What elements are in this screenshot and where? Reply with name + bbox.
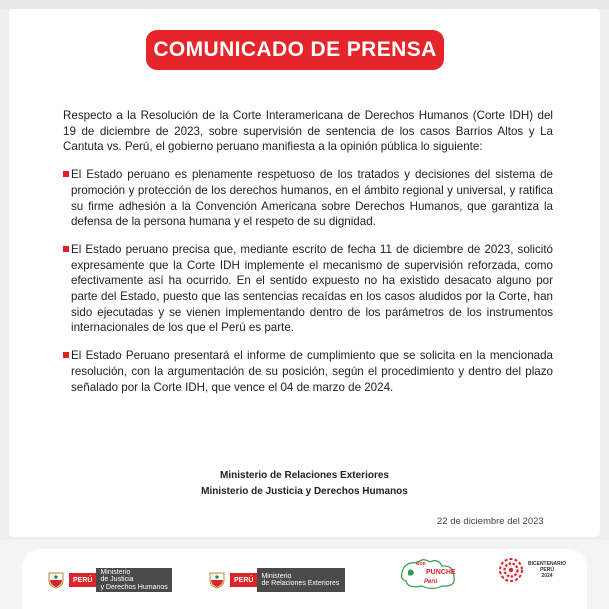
peru-badge: PERÚ <box>230 573 257 587</box>
bicentenario-text <box>528 561 566 579</box>
ministry-line: Ministerio <box>261 572 292 580</box>
bullet-text: El Estado peruano es plenamente respetuoso de los tratados y decisiones del sistema de promoción y protección de los derechos humanos, en el ámbito regional y universal, y ratifica su firme adhesión a la Convención Americana sobre Derechos Humanos, que garantiza la defensa de la persona humana y el respeto de su dignidad. <box>71 168 553 229</box>
ministry-line: de Justicia <box>100 576 134 584</box>
bicentenario-emblem-icon <box>497 556 525 584</box>
con-punche-peru-logo <box>398 553 460 593</box>
bicent-line: 2024 <box>541 573 553 579</box>
footer <box>0 540 609 609</box>
peru-badge: PERÚ <box>69 573 96 587</box>
press-release-body <box>63 108 553 407</box>
bullet-text: El Estado Peruano presentará el informe de cumplimiento que se solicita en la mencionada resolución, con la argumentación de su posición, según el procedimiento y dentro del plazo señalado por la Corte IDH, que vence el 04 de marzo de 2024. <box>71 349 553 394</box>
logo-word: PUNCHE <box>426 569 456 576</box>
signatories <box>0 468 609 500</box>
bullet-text: El Estado peruano precisa que, mediante escrito de fecha 11 de diciembre de 2023, solicitó expresamente que la Corte IDH implemente el mecanismo de supervisión reforzada, como efectivamente así ha ocurrido. En el sentido expuesto no ha existido desacato alguno por parte del Estado, puesto que las sentencias recaídas en los casos aludidos por la Corte, han sido ejecutadas y se vienen implementando dentro de los parámetros de los instrumentos internacionales de los que el Perú es parte. <box>71 242 553 335</box>
red-square-bullet-icon <box>63 171 69 177</box>
release-date: 22 de diciembre del 2023 <box>437 516 544 527</box>
ministry-line: de Relaciones Exteriores <box>261 580 340 587</box>
logo-word: Con <box>416 561 426 567</box>
red-square-bullet-icon <box>63 246 69 252</box>
ministry-line: Ministerio <box>100 568 131 576</box>
red-square-bullet-icon <box>63 352 69 358</box>
ministry-name-box <box>257 568 345 592</box>
intro-paragraph: Respecto a la Resolución de la Corte Interamericana de Derechos Humanos (Corte IDH) del 19 de diciembre de 2023, sobre supervisión de sentencia de los casos Barrios Altos y La Cantuta vs. Perú, el gobierno peruano manifiesta a la opinión pública lo siguiente: <box>63 109 553 154</box>
logo-rree <box>207 568 345 592</box>
bullet-item <box>63 242 553 336</box>
bullet-list <box>63 167 553 395</box>
bicent-line: PERÚ <box>540 567 554 573</box>
bicent-line: BICENTENARIO <box>528 561 567 567</box>
page-title: COMUNICADO DE PRENSA <box>146 30 444 70</box>
bicentenario-logo <box>497 556 566 584</box>
ministry-line: y Derechos Humanos <box>100 583 168 591</box>
coat-of-arms-icon <box>46 570 66 590</box>
ministry-name-box <box>96 568 171 592</box>
bullet-item <box>63 167 553 230</box>
logo-word: Perú <box>424 579 438 585</box>
top-border <box>0 0 609 9</box>
signer-justice: Ministerio de Justicia y Derechos Humanos <box>201 486 408 497</box>
bullet-item <box>63 348 553 395</box>
signer-foreign-affairs: Ministerio de Relaciones Exteriores <box>220 470 389 481</box>
coat-of-arms-icon <box>207 570 227 590</box>
logo-minjus <box>46 568 172 592</box>
